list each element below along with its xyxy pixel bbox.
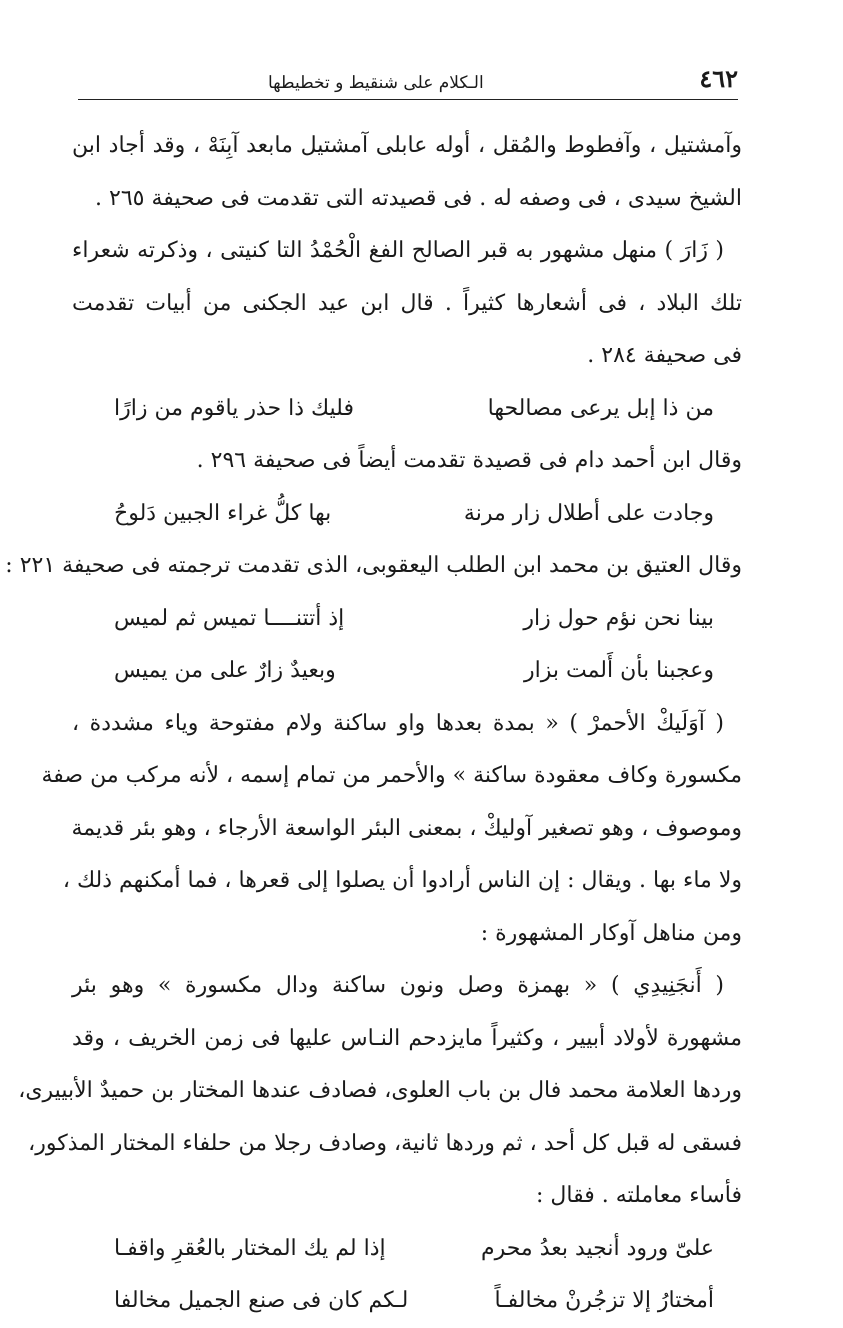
page-number: ٤٦٢: [699, 64, 738, 93]
text-line: وآمشتيل ، وآفطوط والمُقل ، أوله عابلى آمشتيل مابعد آبِنَهْ ، وقد أجاد ابن: [72, 133, 742, 158]
text-line: وردها العلامة محمد فال بن باب العلوى، فصادف عندها المختار بن حميدٌ الأبييرى،: [18, 1078, 742, 1103]
verse-second-hemistich: لـكم كان فى صنع الجميل مخالفا: [114, 1288, 409, 1313]
verse-second-hemistich: إذا لم يك المختار بالعُقرِ واقفـا: [114, 1235, 386, 1261]
text-line: وموصوف ، وهو تصغير آوليكْ ، بمعنى البئر الواسعة الأرجاء ، وهو بئر قديمة: [71, 815, 742, 841]
text-line: مشهورة لأولاد أبيير ، وكثيراً مايزدحم النـاس عليها فى زمن الخريف ، وقد: [72, 1025, 742, 1051]
text-line: ( زَارَ ) منهل مشهور به قبر الصالح الفغ الْحُمْدُ التا كنيتى ، وذكرته شعراء: [72, 238, 724, 263]
verse-line: [72, 383, 742, 436]
text-line: ( آوَلَيكْ الأحمرْ ) « بمدة بعدها واو ساكنة ولام مفتوحة وياء مشددة ،: [72, 710, 724, 736]
verse-line: [72, 593, 742, 646]
verse-first-hemistich: علىّ ورود أنجيد بعدُ محرم: [480, 1235, 714, 1261]
verse-first-hemistich: بينا نحن نؤم حول زار: [523, 605, 714, 631]
page-body: [5, 120, 742, 1328]
verse-second-hemistich: وبعيدٌ زارٌ على من يميس: [114, 658, 336, 683]
verse-line: [72, 488, 742, 541]
text-line: فى صحيفة ٢٨٤ .: [587, 343, 742, 368]
verse-second-hemistich: إذ أتتنــــا تميس ثم لميس: [114, 605, 345, 631]
verse-first-hemistich: وجادت على أطلال زار مرنة: [463, 500, 714, 526]
verse-line: [72, 1275, 742, 1328]
verse-first-hemistich: وعجبنا بأن أَلمت بزار: [523, 658, 714, 683]
page-header: [78, 62, 738, 100]
text-line: فأساء معاملته . فقال :: [535, 1183, 742, 1208]
text-line: ومن مناهل آوكار المشهورة :: [480, 920, 742, 946]
verse-first-hemistich: من ذا إبل يرعى مصالحها: [487, 395, 714, 421]
text-line: تلك البلاد ، فى أشعارها كثيراً . قال ابن عيد الجكنى من أبيات تقدمت: [72, 290, 742, 316]
verse-first-hemistich: أمختارُ إلا تزجُرنْ مخالفـاً: [494, 1288, 714, 1313]
text-line: مكسورة وكاف معقودة ساكنة » والأحمر من تمام إسمه ، لأنه مركب من صفة: [41, 763, 742, 788]
text-line: ( أَنجَنِيدِي ) « بهمزة وصل ونون ساكنة ودال مكسورة » وهو بئر: [72, 973, 724, 998]
text-line: ولا ماء بها . ويقال : إن الناس أرادوا أن يصلوا إلى قعرها ، فما أمكنهم ذلك ،: [62, 868, 742, 893]
text-line: وقال ابن أحمد دام فى قصيدة تقدمت أيضاً فى صحيفة ٢٩٦ .: [196, 448, 742, 473]
text-line: الشيخ سيدى ، فى وصفه له . فى قصيدته التى تقدمت فى صحيفة ٢٦٥ .: [95, 185, 742, 211]
verse-line: [72, 1223, 742, 1276]
verse-second-hemistich: فليك ذا حذر ياقوم من زارًا: [114, 395, 354, 421]
verse-line: [72, 645, 742, 698]
verse-second-hemistich: بها كلُّ غراء الجبين دَلوحُ: [114, 500, 332, 526]
text-line: فسقى له قبل كل أحد ، ثم وردها ثانية، وصادف رجلا من حلفاء المختار المذكور،: [28, 1130, 742, 1156]
text-line: وقال العتيق بن محمد ابن الطلب اليعقوبى، الذى تقدمت ترجمته فى صحيفة ٢٢١ :: [5, 553, 742, 578]
running-title: الـكلام على شنقيط و تخطيطها: [268, 73, 484, 93]
